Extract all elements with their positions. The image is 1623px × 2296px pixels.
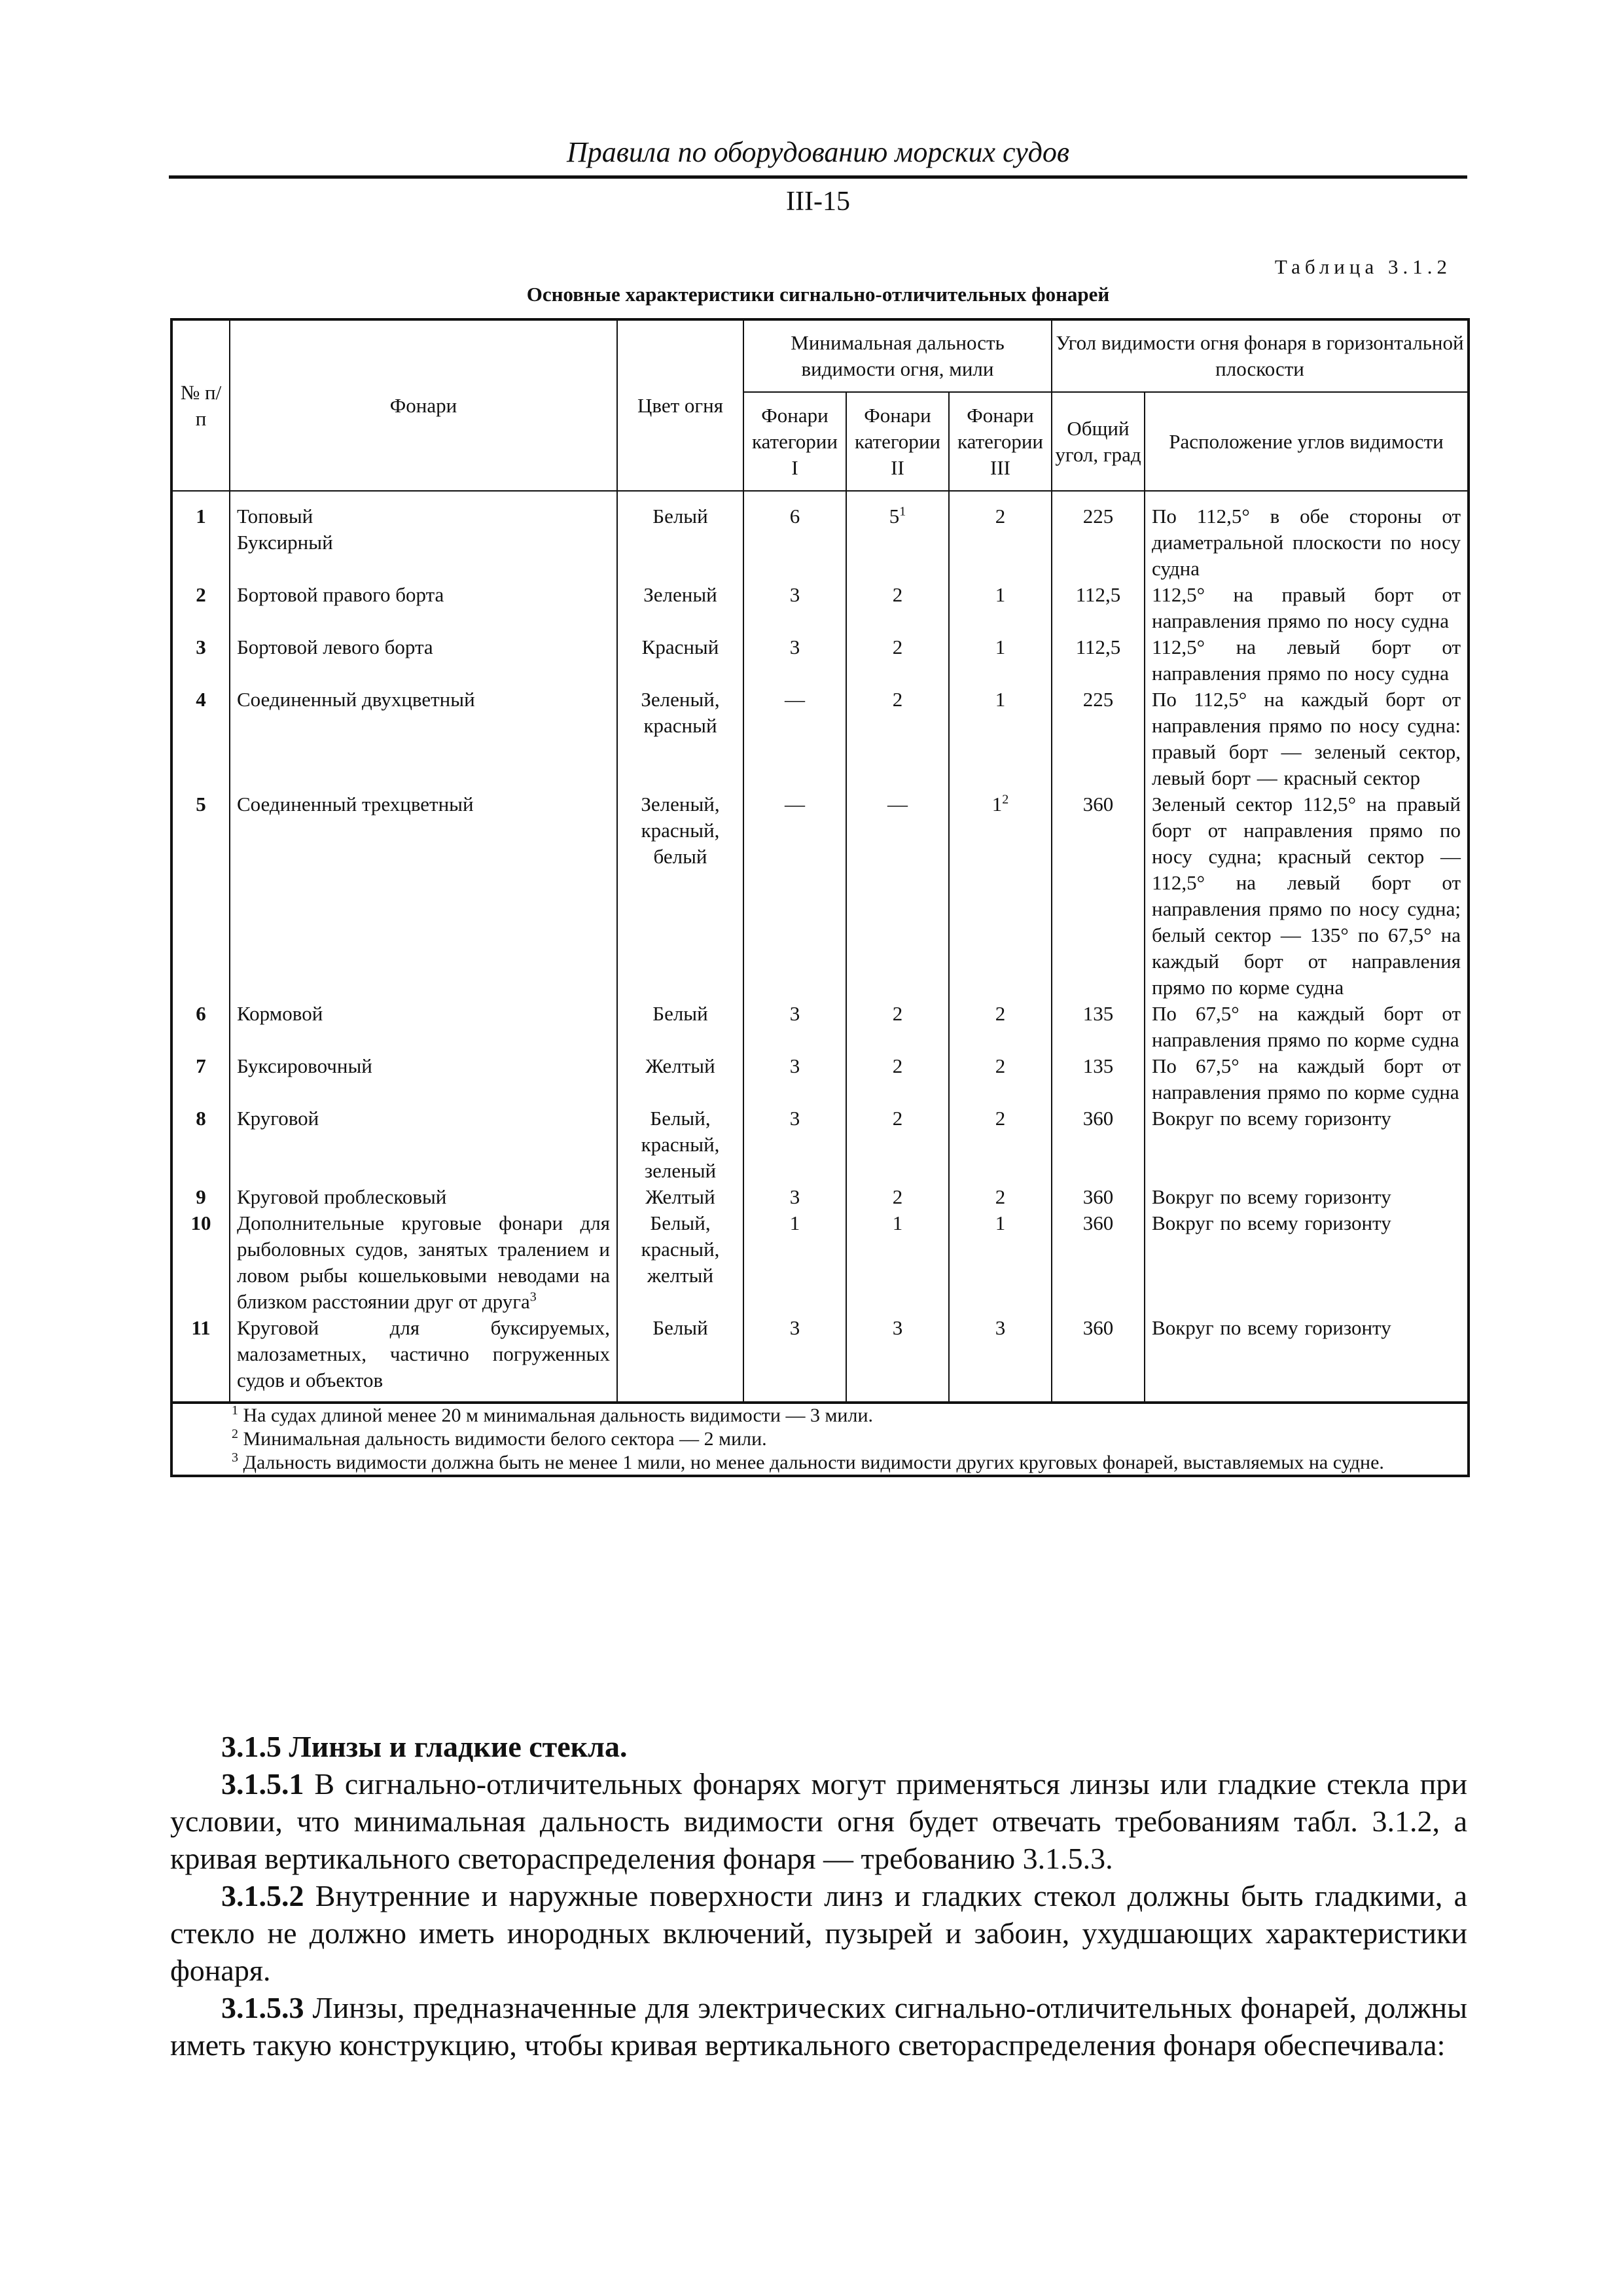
range-cat2: 2 <box>846 1001 949 1053</box>
sector-description: Зеленый сектор 112,5° на правый борт от направления прямо по носу судна; красный сектор — 112,5° на левый борт от направления прямо по носу судна; белый сектор — 135° по 67,5° на каждый борт от направления прямо по корме судна <box>1145 791 1469 1001</box>
table-row <box>171 582 1469 634</box>
section-3-1-5 <box>170 1728 1467 2064</box>
row-num: 3 <box>171 634 230 687</box>
range-cat3: 2 <box>949 1053 1052 1105</box>
light-name: Круговой для буксируемых, малозаметных, частично погруженных судов и объектов <box>230 1315 617 1403</box>
light-name: Соединенный двухцветный <box>230 687 617 791</box>
range-cat3: 1 <box>949 582 1052 634</box>
total-angle: 225 <box>1052 687 1145 791</box>
paragraph: 3.1.5.3 Линзы, предназначенные для электрических сигнально-отличительных фонарей, должны иметь такую конструкцию, чтобы кривая вертикального светораспределения фонаря обеспечивала: <box>170 1991 1468 2062</box>
light-color: Белый, красный, желтый <box>617 1210 743 1315</box>
header-cat1: Фонари категории I <box>743 392 846 491</box>
range-cat1: 3 <box>743 582 846 634</box>
header-rule <box>169 175 1467 179</box>
row-num: 7 <box>171 1053 230 1105</box>
header-range-group: Минимальная дальность видимости огня, мили <box>743 319 1052 392</box>
header-total-angle: Общий угол, град <box>1052 392 1145 491</box>
footnote-ref: 3 <box>529 1289 537 1304</box>
header-sectors: Расположение углов видимости <box>1145 392 1469 491</box>
light-name: Топовый Буксирный <box>230 491 617 582</box>
table-row <box>171 634 1469 687</box>
total-angle: 112,5 <box>1052 582 1145 634</box>
header-num: № п/п <box>171 319 230 491</box>
range-cat2: 3 <box>846 1315 949 1403</box>
row-num: 2 <box>171 582 230 634</box>
range-cat2: 2 <box>846 1184 949 1210</box>
range-cat2: 2 <box>846 1105 949 1184</box>
paragraph: 3.1.5.2 Внутренние и наружные поверхности линз и гладких стекол должны быть гладкими, а стекло не должно иметь инородных включений, пузырей и забоин, ухудшающих характеристики фонаря. <box>170 1879 1468 1987</box>
range-cat3: 1 <box>949 687 1052 791</box>
table-row <box>171 1105 1469 1184</box>
total-angle: 135 <box>1052 1053 1145 1105</box>
table-row <box>171 1210 1469 1315</box>
paragraph: 3.1.5.1 В сигнально-отличительных фонарях могут применяться линзы или гладкие стекла при условии, что минимальная дальность видимости огня будет отвечать требованиям табл. 3.1.2, а кривая вертикального светораспределения фонаря — требованию 3.1.5.3. <box>170 1767 1468 1875</box>
lights-table <box>170 318 1470 1477</box>
light-name: Бортовой правого борта <box>230 582 617 634</box>
light-color: Красный <box>617 634 743 687</box>
row-num: 8 <box>171 1105 230 1184</box>
range-cat3: 3 <box>949 1315 1052 1403</box>
total-angle: 360 <box>1052 1184 1145 1210</box>
sector-description: По 67,5° на каждый борт от направления прямо по корме судна <box>1145 1001 1469 1053</box>
range-cat2: — <box>846 791 949 1001</box>
row-num: 5 <box>171 791 230 1001</box>
sector-description: Вокруг по всему горизонту <box>1145 1184 1469 1210</box>
section-heading: 3.1.5 Линзы и гладкие стекла. <box>221 1730 628 1763</box>
total-angle: 360 <box>1052 1315 1145 1403</box>
range-cat3: $1^2$ <box>949 791 1052 1001</box>
footnote-ref: 2 <box>1002 792 1009 807</box>
total-angle: 360 <box>1052 791 1145 1001</box>
range-cat2: 2 <box>846 634 949 687</box>
table-row <box>171 1001 1469 1053</box>
row-num: 1 <box>171 491 230 582</box>
range-cat1: 3 <box>743 1105 846 1184</box>
header-color: Цвет огня <box>617 319 743 491</box>
light-color: Белый, красный, зеленый <box>617 1105 743 1184</box>
table-row <box>171 791 1469 1001</box>
range-cat1: 3 <box>743 1184 846 1210</box>
row-num: 10 <box>171 1210 230 1315</box>
range-cat1: 3 <box>743 1315 846 1403</box>
light-name: Кормовой <box>230 1001 617 1053</box>
range-cat3: 2 <box>949 491 1052 582</box>
range-cat2: 2 <box>846 687 949 791</box>
range-cat3: 2 <box>949 1001 1052 1053</box>
range-cat2: $5^1$ <box>846 491 949 582</box>
range-cat1: 1 <box>743 1210 846 1315</box>
header-cat2: Фонари категории II <box>846 392 949 491</box>
light-color: Зеленый <box>617 582 743 634</box>
light-color: Желтый <box>617 1184 743 1210</box>
table-row <box>171 1053 1469 1105</box>
table-row <box>171 491 1469 582</box>
light-color: Желтый <box>617 1053 743 1105</box>
light-color: Белый <box>617 491 743 582</box>
table-row <box>171 687 1469 791</box>
total-angle: 135 <box>1052 1001 1145 1053</box>
table-footnotes <box>171 1403 1469 1476</box>
header-cat3: Фонари категории III <box>949 392 1052 491</box>
light-color: Зеленый, красный, белый <box>617 791 743 1001</box>
sector-description: 112,5° на правый борт от направления прямо по носу судна <box>1145 582 1469 634</box>
sector-description: Вокруг по всему горизонту <box>1145 1105 1469 1184</box>
header-lights: Фонари <box>230 319 617 491</box>
footnote: $^3$ Дальность видимости должна быть не менее 1 мили, но менее дальности видимости других круговых фонарей, выставляемых на судне. <box>232 1450 1384 1473</box>
sector-description: По 112,5° на каждый борт от направления прямо по носу судна: правый борт — зеленый сектор, левый борт — красный сектор <box>1145 687 1469 791</box>
table-row <box>171 1315 1469 1403</box>
footnote: $^2$ Минимальная дальность видимости белого сектора — 2 мили. <box>232 1427 767 1450</box>
range-cat1: 3 <box>743 1053 846 1105</box>
row-num: 4 <box>171 687 230 791</box>
sector-description: По 67,5° на каждый борт от направления прямо по корме судна <box>1145 1053 1469 1105</box>
row-num: 9 <box>171 1184 230 1210</box>
range-cat2: 2 <box>846 582 949 634</box>
light-color: Белый <box>617 1315 743 1403</box>
light-name: Круговой проблесковый <box>230 1184 617 1210</box>
sector-description: Вокруг по всему горизонту <box>1145 1315 1469 1403</box>
range-cat1: — <box>743 791 846 1001</box>
range-cat2: 2 <box>846 1053 949 1105</box>
range-cat3: 1 <box>949 1210 1052 1315</box>
range-cat3: 2 <box>949 1184 1052 1210</box>
range-cat2: 1 <box>846 1210 949 1315</box>
row-num: 11 <box>171 1315 230 1403</box>
light-color: Белый <box>617 1001 743 1053</box>
light-color: Зеленый, красный <box>617 687 743 791</box>
running-title: Правила по оборудованию морских судов <box>566 136 1069 168</box>
header-angle-group: Угол видимости огня фонаря в горизонтальной плоскости <box>1052 319 1469 392</box>
light-name: Бортовой левого борта <box>230 634 617 687</box>
table-caption: Основные характеристики сигнально-отличительных фонарей <box>526 283 1110 306</box>
total-angle: 360 <box>1052 1105 1145 1184</box>
total-angle: 225 <box>1052 491 1145 582</box>
page-number: III-15 <box>786 187 850 217</box>
light-name: Соединенный трехцветный <box>230 791 617 1001</box>
light-name: Буксировочный <box>230 1053 617 1105</box>
footnote-ref: 1 <box>899 504 906 519</box>
sector-description: Вокруг по всему горизонту <box>1145 1210 1469 1315</box>
table-label: Таблица 3.1.2 <box>1274 255 1452 278</box>
table-row <box>171 1184 1469 1210</box>
range-cat3: 2 <box>949 1105 1052 1184</box>
sector-description: 112,5° на левый борт от направления прямо по носу судна <box>1145 634 1469 687</box>
range-cat1: — <box>743 687 846 791</box>
range-cat1: 6 <box>743 491 846 582</box>
footnote: $^1$ На судах длиной менее 20 м минимальная дальность видимости — 3 мили. <box>232 1403 874 1426</box>
sector-description: По 112,5° в обе стороны от диаметральной плоскости по носу судна <box>1145 491 1469 582</box>
total-angle: 112,5 <box>1052 634 1145 687</box>
total-angle: 360 <box>1052 1210 1145 1315</box>
light-name: Дополнительные круговые фонари для рыболовных судов, занятых тралением и ловом рыбы кошельковыми неводами на близком расстоянии друг от друга$^3$ <box>230 1210 617 1315</box>
range-cat3: 1 <box>949 634 1052 687</box>
range-cat1: 3 <box>743 634 846 687</box>
range-cat1: 3 <box>743 1001 846 1053</box>
row-num: 6 <box>171 1001 230 1053</box>
light-name: Круговой <box>230 1105 617 1184</box>
